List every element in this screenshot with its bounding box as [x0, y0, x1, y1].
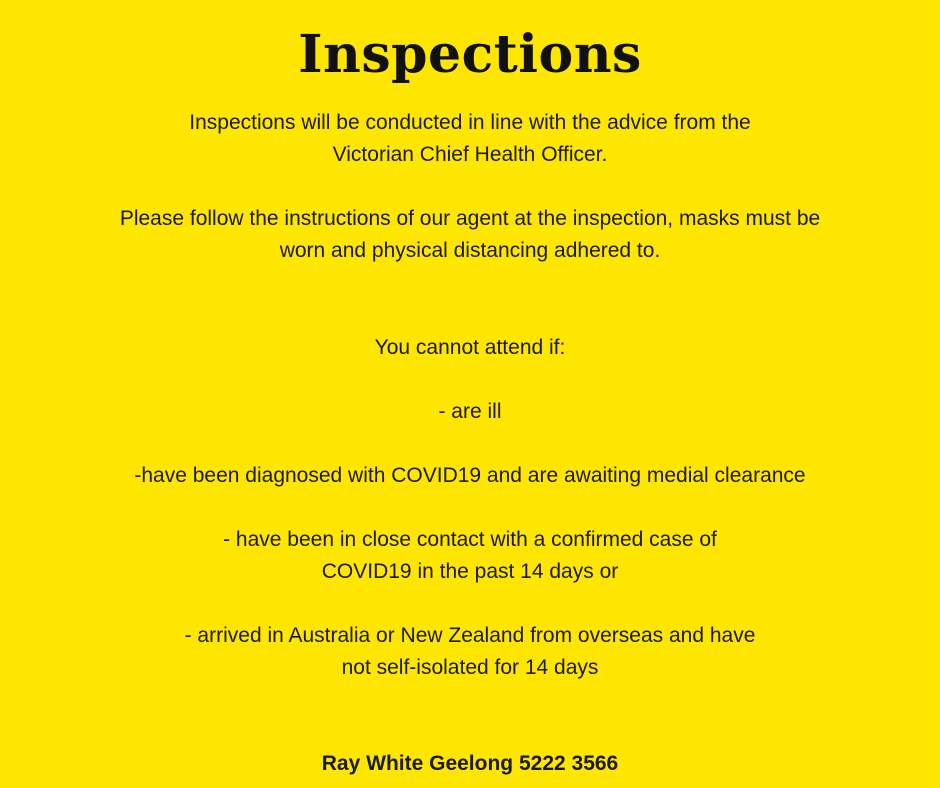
conditions-heading: You cannot attend if:	[374, 336, 566, 359]
condition-item-overseas-line-1: - arrived in Australia or New Zealand from overseas and have	[184, 624, 756, 647]
page-title: Inspections	[298, 24, 642, 85]
agency-contact: Ray White Geelong 5222 3566	[321, 752, 619, 775]
condition-item-contact-line-1: - have been in close contact with a confirmed case of	[223, 528, 717, 551]
intro-line-1: Inspections will be conducted in line with the advice from the	[189, 111, 751, 134]
instructions-line-2: worn and physical distancing adhered to.	[279, 239, 661, 262]
condition-item-overseas-line-2: not self-isolated for 14 days	[341, 656, 599, 679]
condition-item-contact-line-2: COVID19 in the past 14 days or	[321, 560, 619, 583]
condition-item-ill: - are ill	[438, 400, 502, 423]
instructions-line-1: Please follow the instructions of our agent at the inspection, masks must be	[119, 207, 821, 230]
intro-line-2: Victorian Chief Health Officer.	[332, 143, 608, 166]
condition-item-diagnosed: -have been diagnosed with COVID19 and are awaiting medial clearance	[134, 464, 806, 487]
